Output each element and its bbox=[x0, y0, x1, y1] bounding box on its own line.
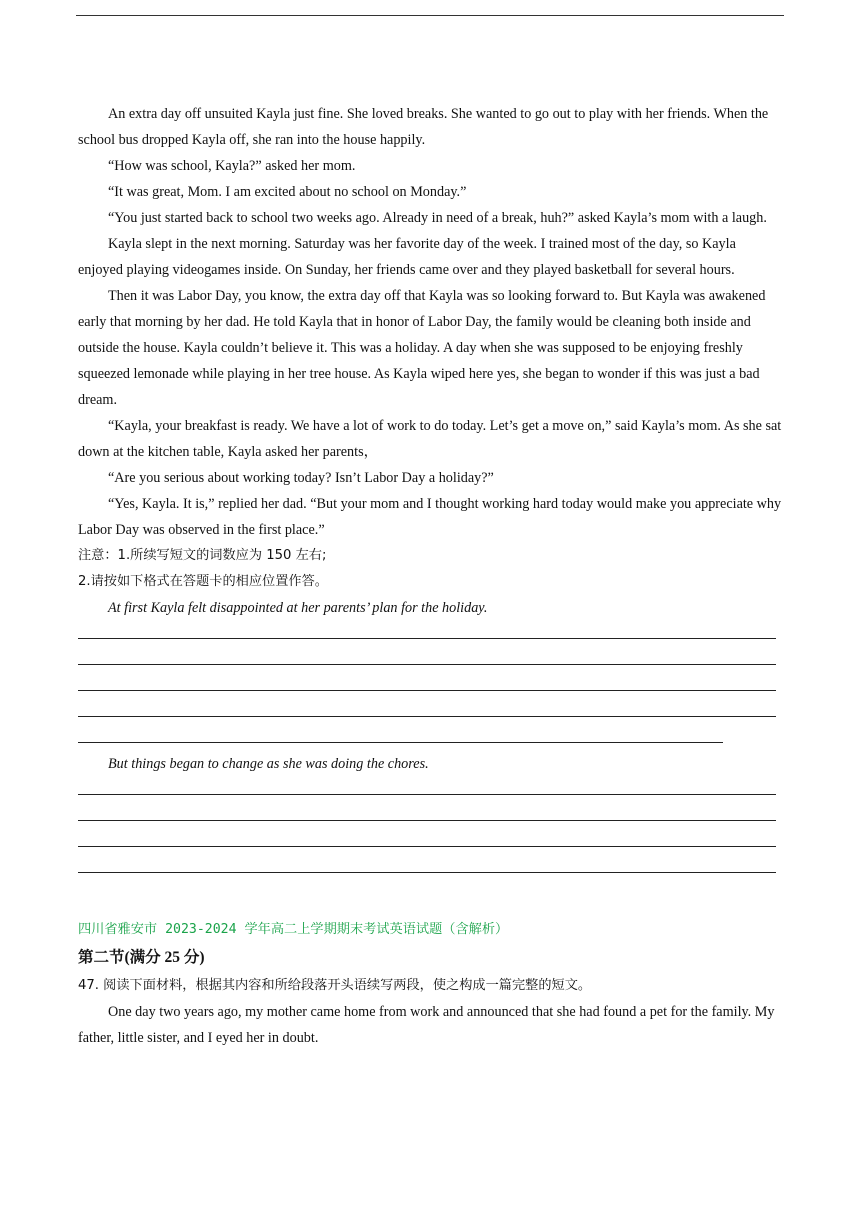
story-paragraph: Kayla slept in the next morning. Saturday was her favorite day of the week. I trained most of the day, so Kayla enjoyed playing videogames inside. On Sunday, her friends came over and they played basketball for several hours. bbox=[78, 236, 736, 278]
answer-line[interactable] bbox=[78, 725, 784, 751]
answer-line[interactable] bbox=[78, 803, 784, 829]
section-heading: 第二节(满分 25 分) bbox=[78, 949, 205, 966]
story-paragraph: Then it was Labor Day, you know, the extra day off that Kayla was so looking forward to. But Kayla was awakened early that morning by her dad. He told Kayla that in honor of Labor Day, the family would be cleaning both inside and outside the house. Kayla couldn’t believe it. This was a holiday. A day when she was supposed to be enjoying freshly squeezed lemonade while playing in her tree house. As Kayla wiped here yes, she began to wonder if this was just a bad dream. bbox=[78, 288, 766, 408]
story-paragraph: “It was great, Mom. I am excited about no school on Monday.” bbox=[108, 184, 467, 200]
story-paragraph: “Are you serious about working today? Isn’t Labor Day a holiday?” bbox=[108, 470, 494, 486]
story-paragraph: “You just started back to school two weeks ago. Already in need of a break, huh?” asked Kayla’s mom with a laugh. bbox=[108, 210, 767, 226]
prompt-first: At first Kayla felt disappointed at her parents’ plan for the holiday. bbox=[108, 600, 488, 616]
answer-line[interactable] bbox=[78, 647, 784, 673]
document-body bbox=[78, 101, 784, 1051]
note-format: 2.请按如下格式在答题卡的相应位置作答。 bbox=[78, 574, 328, 589]
story-paragraph: One day two years ago, my mother came home from work and announced that she had found a pet for the family. My father, little sister, and I eyed her in doubt. bbox=[78, 1004, 775, 1046]
exam-source-title: 四川省雅安市 2023-2024 学年高二上学期期末考试英语试题（含解析） bbox=[78, 922, 509, 937]
story-paragraph: “Kayla, your breakfast is ready. We have a lot of work to do today. Let’s get a move on,” said Kayla’s mom. As she sat down at the kitchen table, Kayla asked her parents， bbox=[78, 418, 782, 460]
header-rule bbox=[76, 15, 784, 16]
question-instruction: 47. 阅读下面材料，根据其内容和所给段落开头语续写两段，使之构成一篇完整的短文。 bbox=[78, 978, 592, 993]
note-word-count: 注意：1.所续写短文的词数应为 150 左右; bbox=[78, 548, 327, 563]
answer-line[interactable] bbox=[78, 621, 784, 647]
story-paragraph: An extra day off unsuited Kayla just fine. She loved breaks. She wanted to go out to play with her friends. When the school bus dropped Kayla off, she ran into the house happily. bbox=[78, 106, 769, 148]
story-paragraph: “Yes, Kayla. It is,” replied her dad. “But your mom and I thought working hard today would make you appreciate why Labor Day was observed in the first place.” bbox=[78, 496, 782, 538]
answer-line[interactable] bbox=[78, 673, 784, 699]
answer-line[interactable] bbox=[78, 777, 784, 803]
prompt-second: But things began to change as she was doing the chores. bbox=[108, 756, 429, 772]
story-paragraph: “How was school, Kayla?” asked her mom. bbox=[108, 158, 356, 174]
answer-line[interactable] bbox=[78, 855, 784, 881]
answer-line[interactable] bbox=[78, 829, 784, 855]
spacer bbox=[78, 881, 784, 907]
answer-line[interactable] bbox=[78, 699, 784, 725]
